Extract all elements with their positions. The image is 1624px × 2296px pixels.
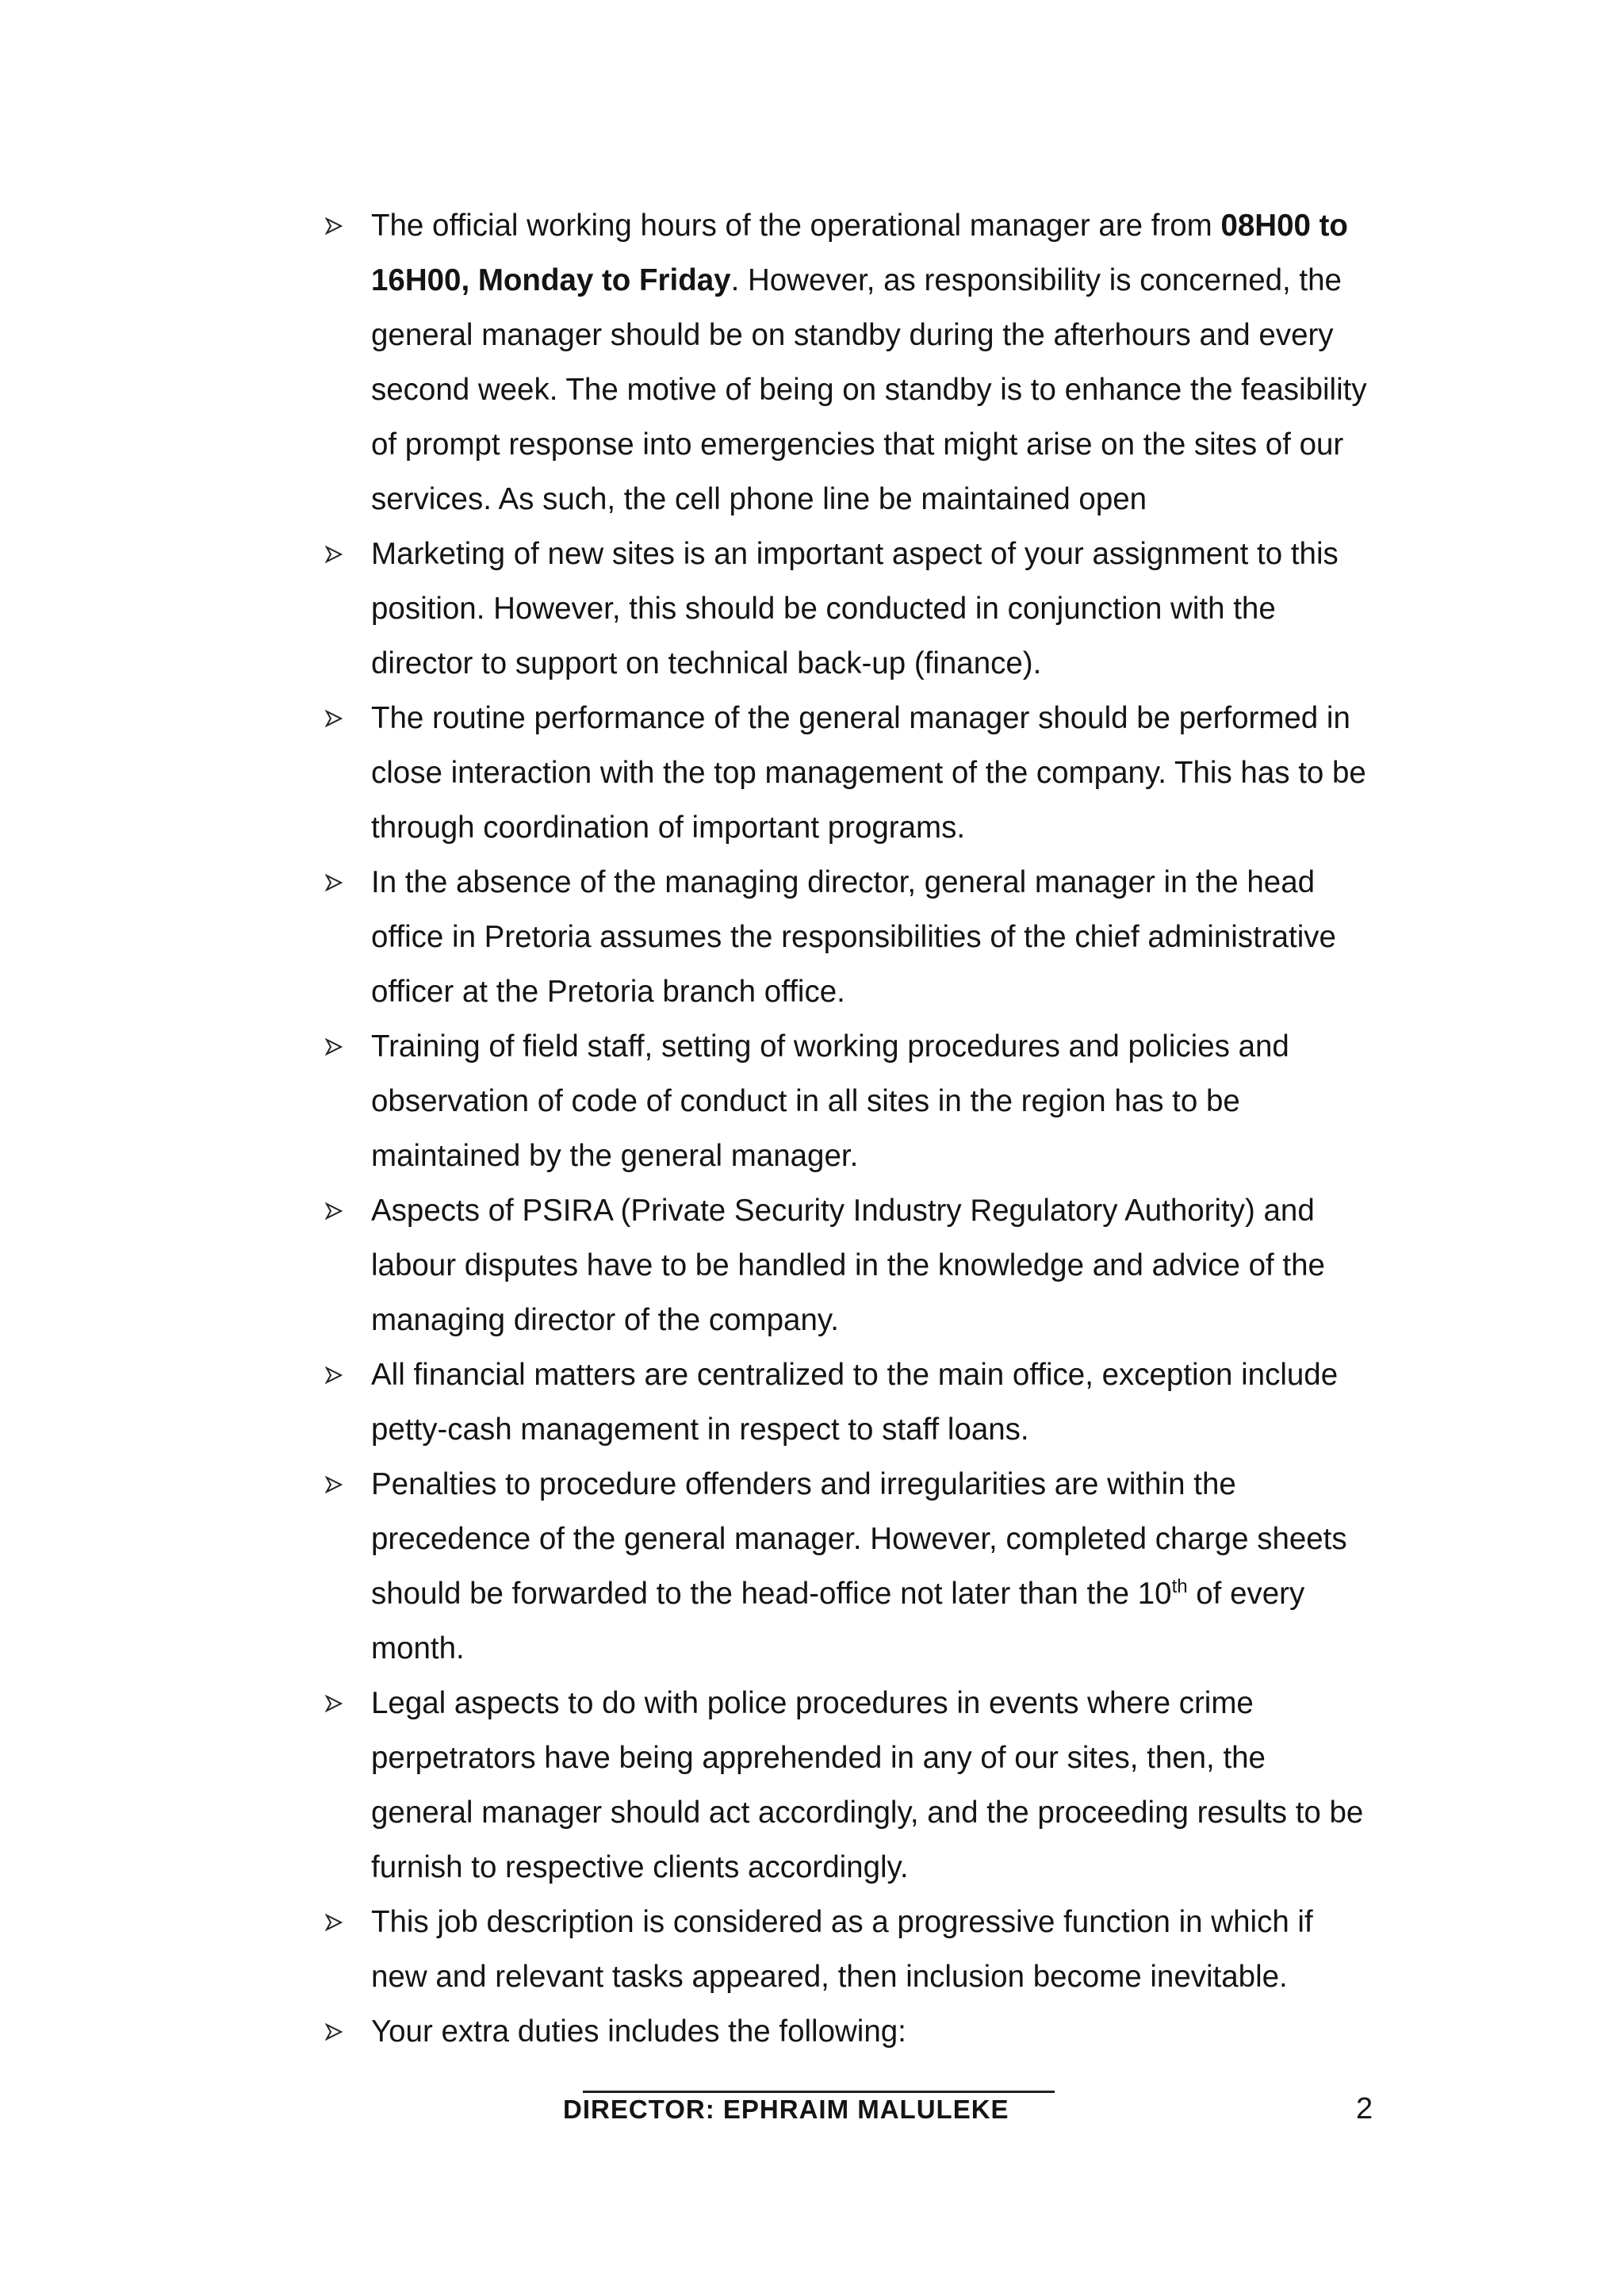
arrow-bullet-icon	[325, 855, 357, 910]
list-item-text-end: of every month.	[371, 1577, 1305, 1665]
arrow-bullet-icon	[325, 1019, 357, 1074]
list-item	[325, 855, 1372, 1019]
list-item	[325, 1457, 1372, 1676]
list-item-text-end: . However, as responsibility is concerned, the general manager should be on standby during the afterhours and every second week. The motive of being on standby is to enhance the feasibility of prompt response into emergencies that might arise on the sites of our services. As such, the cell phone line be maintained open	[371, 263, 1367, 516]
list-item-text: In the absence of the managing director, general manager in the head office in Pretoria assumes the responsibilities of the chief administrative officer at the Pretoria branch office.	[371, 865, 1336, 1009]
list-item	[325, 1895, 1372, 2004]
arrow-bullet-icon	[325, 527, 357, 581]
working-hours-emphasis: 08H00 to 16H00, Monday to Friday	[371, 209, 1348, 297]
list-item	[325, 198, 1372, 527]
list-item	[325, 691, 1372, 855]
page-number: 2	[1356, 2092, 1373, 2125]
list-item-text: Aspects of PSIRA (Private Security Industry Regulatory Authority) and labour disputes have to be handled in the knowledge and advice of the managing director of the company.	[371, 1194, 1325, 1337]
list-item	[325, 1183, 1372, 1347]
list-item-text: Your extra duties includes the following:	[371, 2014, 906, 2049]
arrow-bullet-icon	[325, 1347, 357, 1402]
list-item-text: Training of field staff, setting of working procedures and policies and observation of code of conduct in all sites in the region has to be maintained by the general manager.	[371, 1029, 1289, 1173]
list-item-text: Marketing of new sites is an important aspect of your assignment to this position. However, this should be conducted in conjunction with the director to support on technical back-up (finance).	[371, 537, 1339, 680]
list-item-text: This job description is considered as a progressive function in which if new and relevant tasks appeared, then inclusion become inevitable.	[371, 1905, 1313, 1994]
arrow-bullet-icon	[325, 691, 357, 746]
arrow-bullet-icon	[325, 1676, 357, 1731]
arrow-bullet-icon	[325, 1183, 357, 1238]
list-item-text: Legal aspects to do with police procedures in events where crime perpetrators have being apprehended in any of our sites, then, the general manager should act accordingly, and the proceeding results to be furnish to respective clients accordingly.	[371, 1686, 1364, 1884]
list-item	[325, 1676, 1372, 1895]
list-item	[325, 1347, 1372, 1457]
footer-director-name: DIRECTOR: EPHRAIM MALULEKE	[563, 2095, 1009, 2124]
list-item	[325, 527, 1372, 691]
list-item-text-start: Penalties to procedure offenders and irregularities are within the precedence of the general manager. However, completed charge sheets should be forwarded to the head-office not later than the 10	[371, 1467, 1347, 1611]
list-item	[325, 1019, 1372, 1183]
arrow-bullet-icon	[325, 2004, 357, 2059]
list-item-text: The routine performance of the general manager should be performed in close interaction with the top management of the company. This has to be through coordination of important programs.	[371, 701, 1366, 845]
list-item-text: All financial matters are centralized to the main office, exception include petty-cash management in respect to staff loans.	[371, 1358, 1339, 1447]
arrow-bullet-icon	[325, 1457, 357, 1512]
arrow-bullet-icon	[325, 1895, 357, 1949]
arrow-bullet-icon	[325, 198, 357, 253]
footer-divider	[583, 2091, 1055, 2093]
list-item-text-start: The official working hours of the operational manager are from	[371, 209, 1221, 243]
list-item	[325, 2004, 1372, 2059]
ordinal-suffix: th	[1171, 1576, 1188, 1597]
duties-list	[325, 198, 1372, 2059]
